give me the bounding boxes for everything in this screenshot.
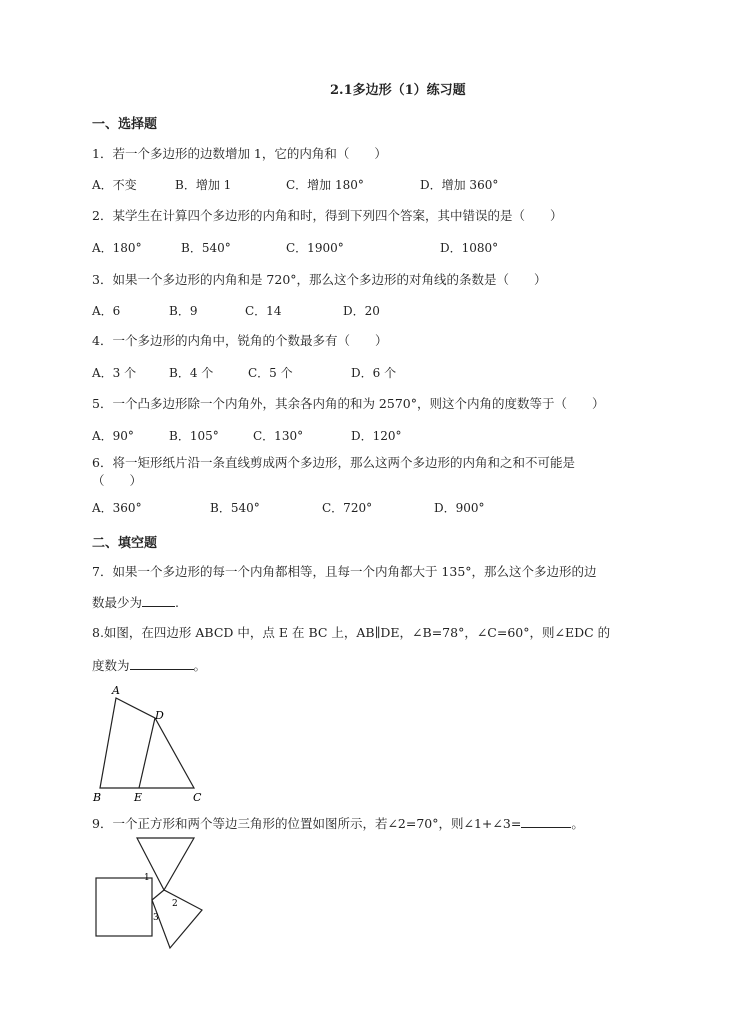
- question-7-end: .: [175, 595, 179, 610]
- square: [96, 878, 152, 936]
- question-4-option-d: D．6 个: [351, 366, 397, 380]
- question-7-line-2: [92, 594, 179, 611]
- angle-label-2: 2: [172, 899, 178, 909]
- question-3-option-c: C．14: [245, 304, 282, 318]
- section-choice-heading: 一、选择题: [92, 117, 158, 132]
- question-7-answer-blank: [142, 594, 175, 607]
- question-8-line-2: [92, 657, 206, 674]
- question-8-text: 度数为: [92, 658, 130, 673]
- page-title: 2.1多边形（1）练习题: [330, 83, 466, 98]
- question-4-option-b: B．4 个: [169, 366, 214, 380]
- label-b: B: [93, 791, 102, 804]
- quadrilateral-abcd: [100, 698, 194, 788]
- angle-label-1: 1: [144, 873, 150, 883]
- segment-de: [139, 718, 155, 788]
- question-1-stem: 1．若一个多边形的边数增加 1，它的内角和（ ）: [92, 146, 387, 161]
- angle-label-3: 3: [153, 913, 159, 923]
- question-9-line: [92, 815, 584, 832]
- label-e: E: [134, 791, 143, 804]
- question-1-option-c: C．增加 180°: [286, 178, 364, 192]
- question-7-text: 数最少为: [92, 595, 143, 610]
- square-triangles-figure: [90, 836, 210, 956]
- question-5-option-b: B．105°: [169, 429, 219, 443]
- question-6-option-c: C．720°: [322, 501, 373, 515]
- label-a: A: [112, 684, 120, 697]
- question-1-option-b: B．增加 1: [175, 178, 232, 192]
- question-3-option-d: D．20: [343, 304, 380, 318]
- question-7-line-1: 7．如果一个多边形的每一个内角都相等，且每一个内角都大于 135°，那么这个多边形的边: [92, 564, 597, 579]
- label-d: D: [155, 709, 164, 722]
- question-9-answer-blank: [521, 815, 571, 828]
- question-8-line-1: 8.如图，在四边形 ABCD 中，点 E 在 BC 上，AB∥DE，∠B=78°，∠C=60°，则∠EDC 的: [92, 625, 611, 640]
- question-9-text: 9．一个正方形和两个等边三角形的位置如图所示，若∠2=70°，则∠1+∠3=: [92, 816, 522, 831]
- question-8-answer-blank: [130, 657, 194, 670]
- question-3-stem: 3．如果一个多边形的内角和是 720°，那么这个多边形的对角线的条数是（ ）: [92, 272, 547, 287]
- quadrilateral-figure: [90, 684, 200, 804]
- question-3-option-a: A．6: [92, 304, 121, 318]
- question-3-option-b: B．9: [169, 304, 198, 318]
- question-4-option-a: A．3 个: [92, 366, 137, 380]
- question-6-option-a: A．360°: [92, 501, 142, 515]
- label-c: C: [193, 791, 202, 804]
- question-6-option-b: B．540°: [210, 501, 260, 515]
- question-1-option-d: D．增加 360°: [420, 178, 499, 192]
- question-1-option-a: A．不变: [92, 178, 137, 192]
- question-6-stem-bracket: （ ）: [92, 473, 143, 488]
- question-6-stem: 6．将一矩形纸片沿一条直线剪成两个多边形，那么这两个多边形的内角和之和不可能是: [92, 455, 575, 470]
- question-8-end: 。: [193, 658, 207, 673]
- question-4-stem: 4．一个多边形的内角中，锐角的个数最多有（ ）: [92, 333, 388, 348]
- question-5-stem: 5．一个凸多边形除一个内角外，其余各内角的和为 2570°，则这个内角的度数等于（ ）: [92, 396, 605, 411]
- question-2-option-b: B．540°: [181, 241, 231, 255]
- section-fill-heading: 二、填空题: [92, 536, 158, 551]
- question-5-option-a: A．90°: [92, 429, 134, 443]
- question-5-option-c: C．130°: [253, 429, 304, 443]
- question-6-option-d: D．900°: [434, 501, 485, 515]
- question-2-option-c: C．1900°: [286, 241, 344, 255]
- question-2-option-a: A．180°: [92, 241, 142, 255]
- question-4-option-c: C．5 个: [248, 366, 293, 380]
- question-5-option-d: D．120°: [351, 429, 402, 443]
- question-2-stem: 2．某学生在计算四个多边形的内角和时，得到下列四个答案，其中错误的是（ ）: [92, 208, 563, 223]
- question-2-option-d: D．1080°: [440, 241, 499, 255]
- question-9-end: 。: [571, 816, 584, 831]
